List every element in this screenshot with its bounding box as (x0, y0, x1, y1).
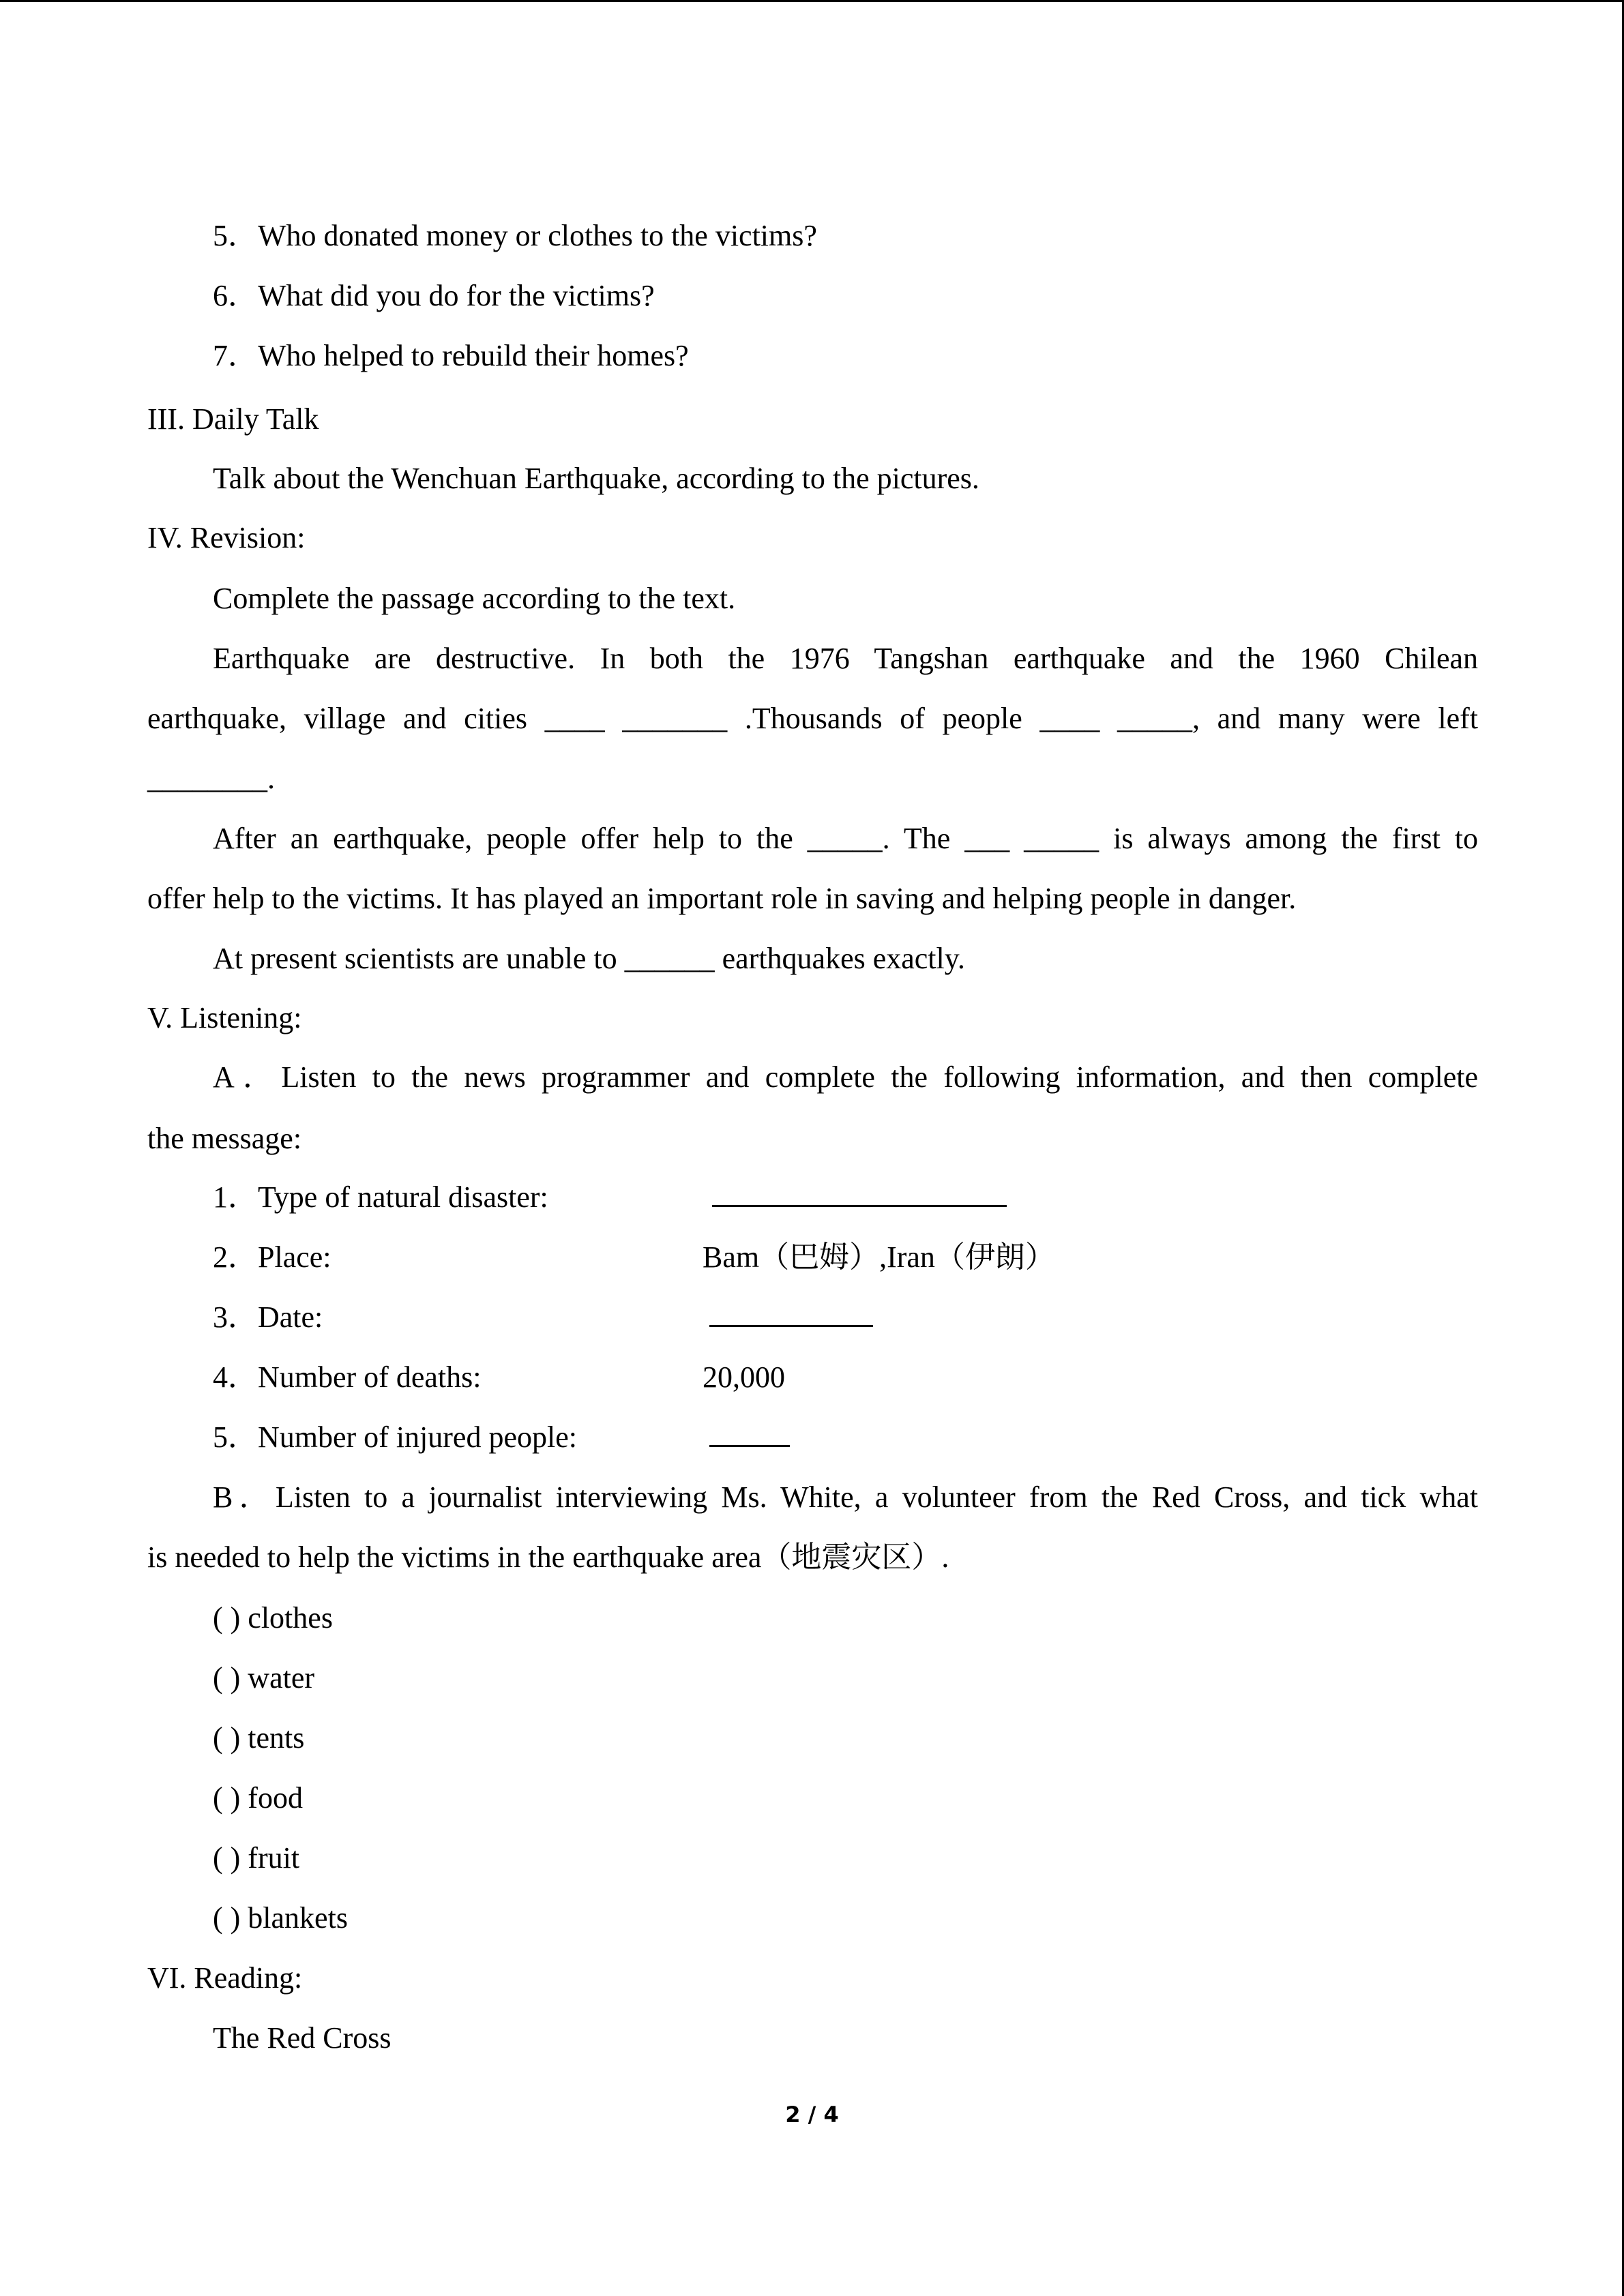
revision-paragraph-2-line-1: After an earthquake, people offer help to the _____. The ___ _____ is always among the first to (213, 822, 1478, 855)
section-5-heading: V. Listening: (147, 1001, 302, 1034)
info-item-1-label: 1．Type of natural disaster: (213, 1180, 548, 1214)
page-number: 2 / 4 (785, 2102, 839, 2128)
revision-paragraph-1-line-3: ________. (147, 762, 275, 795)
option-water: ( ) water (213, 1661, 315, 1695)
section-4-instruction: Complete the passage according to the text. (213, 582, 736, 615)
info-item-2-value: Bam（巴姆）,Iran（伊朗） (703, 1240, 1055, 1274)
info-item-2-label: 2．Place: (213, 1240, 331, 1274)
option-fruit: ( ) fruit (213, 1841, 300, 1875)
info-item-5-blank (709, 1417, 790, 1458)
info-item-1-blank (712, 1177, 1007, 1218)
option-blankets: ( ) blankets (213, 1901, 348, 1935)
option-tents: ( ) tents (213, 1721, 305, 1755)
revision-paragraph-1-line-2: earthquake, village and cities ____ _______ .Thousands of people ____ _____, and many were left (147, 702, 1478, 735)
option-food: ( ) food (213, 1781, 303, 1815)
question-6: 6．What did you do for the victims? (213, 279, 655, 312)
info-item-3-blank (709, 1297, 873, 1338)
reading-title: The Red Cross (213, 2021, 392, 2055)
section-3-heading: III. Daily Talk (147, 402, 319, 436)
section-4-heading: IV. Revision: (147, 521, 306, 554)
option-clothes: ( ) clothes (213, 1601, 333, 1635)
section-6-heading: VI. Reading: (147, 1961, 303, 1995)
revision-paragraph-3: At present scientists are unable to ______ earthquakes exactly. (213, 942, 965, 975)
info-item-4-label: 4．Number of deaths: (213, 1360, 482, 1394)
revision-paragraph-1-line-1: Earthquake are destructive. In both the 1976 Tangshan earthquake and the 1960 Chilean (213, 642, 1478, 675)
question-5: 5．Who donated money or clothes to the victims? (213, 219, 817, 252)
listening-part-b-line-1: B．Listen to a journalist interviewing Ms. White, a volunteer from the Red Cross, and tick what (213, 1480, 1478, 1514)
info-item-3-label: 3．Date: (213, 1300, 323, 1334)
info-item-4-value: 20,000 (703, 1360, 785, 1394)
info-item-5-label: 5．Number of injured people: (213, 1420, 577, 1454)
revision-paragraph-2-line-2: offer help to the victims. It has played an important role in saving and helping people in danger. (147, 882, 1297, 915)
listening-part-a-line-2: the message: (147, 1122, 302, 1155)
question-7: 7．Who helped to rebuild their homes? (213, 339, 689, 372)
listening-part-a-line-1: A．Listen to the news programmer and complete the following information, and then complete (213, 1060, 1478, 1094)
listening-part-b-line-2: is needed to help the victims in the earthquake area（地震灾区）. (147, 1540, 949, 1574)
section-3-instruction: Talk about the Wenchuan Earthquake, according to the pictures. (213, 462, 979, 495)
